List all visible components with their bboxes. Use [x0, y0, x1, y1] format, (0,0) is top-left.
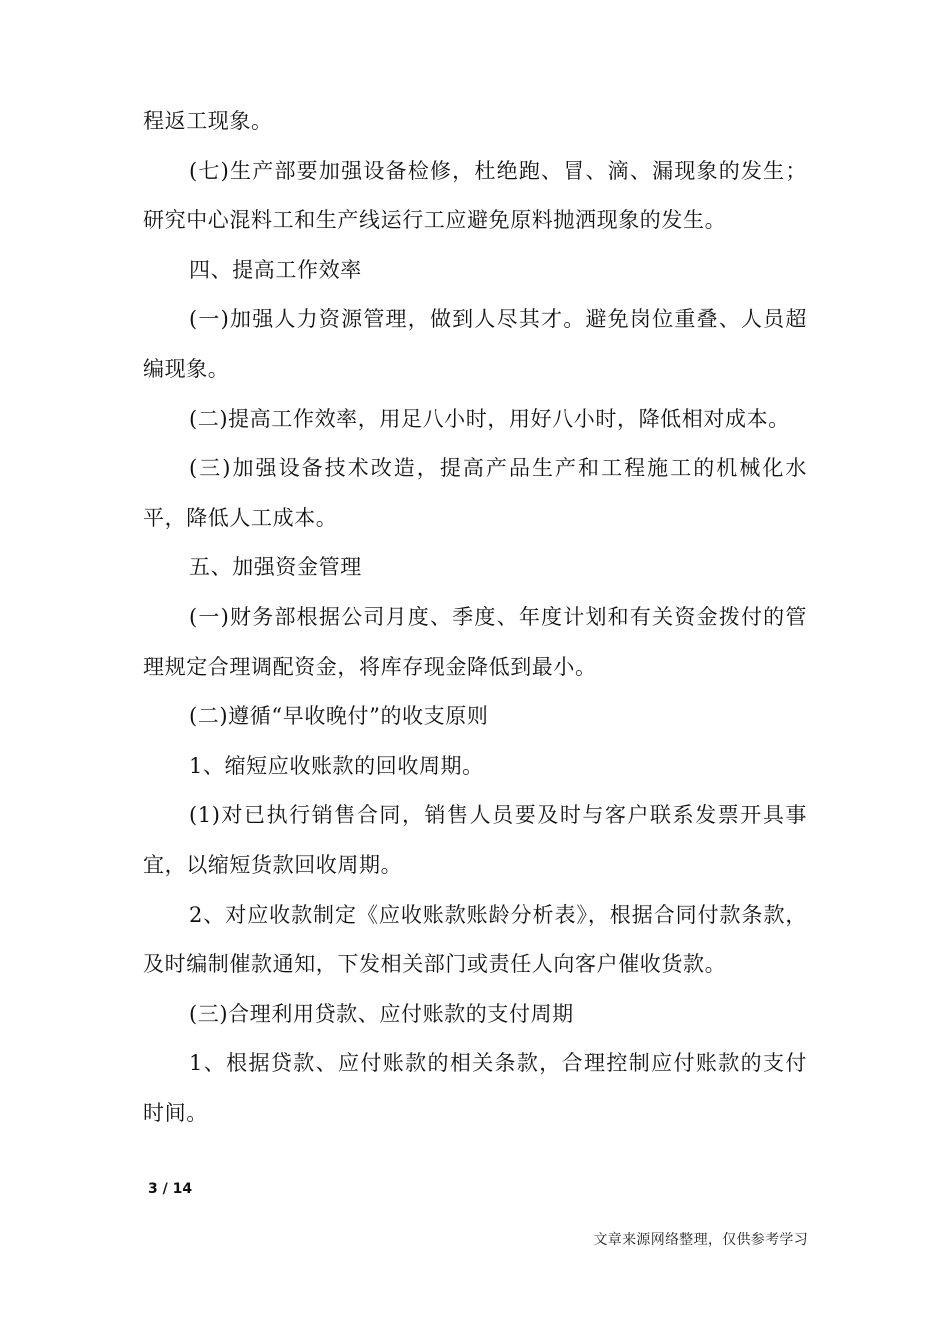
paragraph: 1、缩短应收账款的回收周期。: [189, 753, 484, 778]
paragraph: 四、提高工作效率: [189, 257, 362, 282]
paragraph: (一)财务部根据公司月度、季度、年度计划和有关资金拨付的管理规定合理调配资金，将库存现金降低到最小。: [143, 604, 807, 679]
paragraph: 1、根据贷款、应付账款的相关条款，合理控制应付账款的支付时间。: [143, 1051, 807, 1125]
paragraph: (1)对已执行销售合同，销售人员要及时与客户联系发票开具事宜，以缩短货款回收周期。: [143, 803, 807, 877]
paragraph: (三)加强设备技术改造，提高产品生产和工程施工的机械化水平，降低人工成本。: [143, 456, 807, 530]
paragraph: 2、对应收款制定《应收账款账龄分析表》，根据合同付款条款，及时编制催款通知，下发相关部门或责任人向客户催收货款。: [143, 902, 807, 977]
paragraph: 程返工现象。: [143, 109, 273, 133]
paragraph: (七)生产部要加强设备检修，杜绝跑、冒、滴、漏现象的发生；研究中心混料工和生产线运行工应避免原料抛洒现象的发生。: [143, 158, 807, 233]
paragraph: (二)遵循“早收晚付”的收支原则: [189, 704, 489, 729]
paragraph: (三)合理利用贷款、应付账款的支付周期: [189, 1001, 574, 1026]
paragraph: 五、加强资金管理: [189, 555, 362, 580]
footer-note: 文章来源网络整理，仅供参考学习: [593, 1232, 808, 1248]
paragraph: (一)加强人力资源管理，做到人尽其才。避免岗位重叠、人员超编现象。: [143, 307, 807, 381]
page-number: 3 / 14: [148, 1181, 193, 1197]
paragraph: (二)提高工作效率，用足八小时，用好八小时，降低相对成本。: [189, 406, 790, 431]
document-body: [143, 97, 807, 1138]
